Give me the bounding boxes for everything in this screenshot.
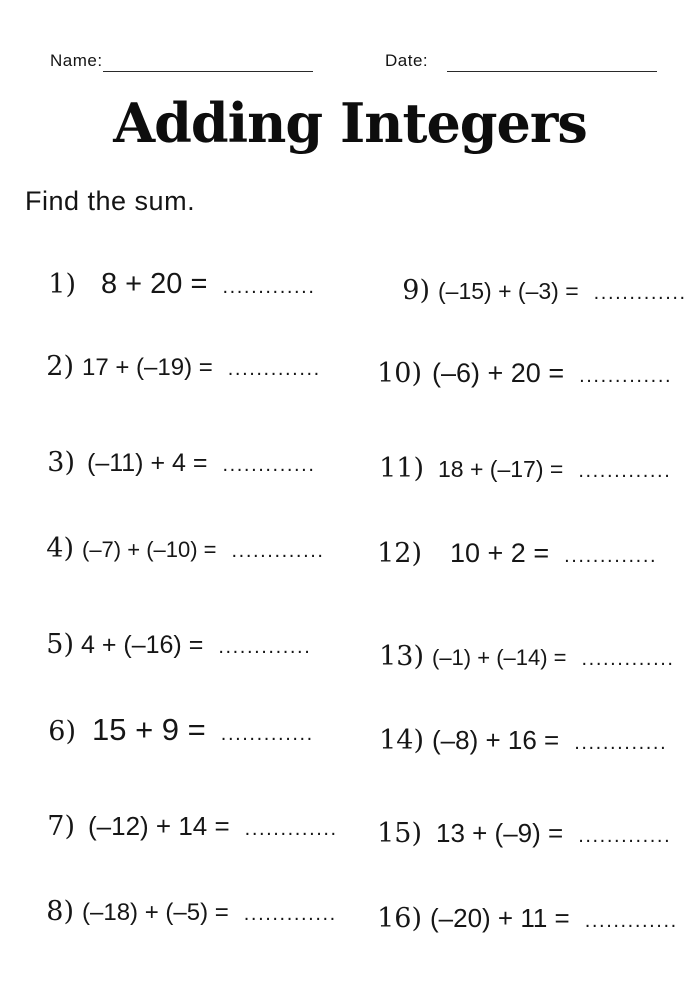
problem-number: 9) [402, 275, 430, 306]
answer-blank: ............. [244, 818, 338, 840]
problem-row [380, 277, 687, 304]
problem-expression: (–1) + (–14) = [432, 645, 567, 670]
problem-expression: 8 + 20 = [101, 268, 208, 300]
answer-blank: ............. [227, 358, 321, 380]
problem-row [374, 643, 675, 670]
problem-row [372, 905, 678, 932]
problem-expression: (–8) + 16 = [432, 725, 560, 755]
problem-number: 14) [379, 725, 424, 756]
problem-number: 16) [377, 903, 422, 934]
answer-blank: ............. [581, 648, 675, 670]
problem-number: 10) [377, 358, 422, 389]
problem-number: 8) [46, 896, 74, 927]
answer-blank: ............. [222, 276, 316, 298]
instruction-text: Find the sum. [25, 186, 196, 216]
answer-blank: ............. [231, 540, 325, 562]
problem-number: 3) [47, 447, 75, 478]
problem-expression: (–7) + (–10) = [82, 537, 217, 562]
name-label: Name: [50, 51, 103, 70]
answer-blank: ............. [574, 732, 668, 754]
answer-blank: ............. [222, 454, 316, 476]
problem-row [372, 540, 657, 567]
date-blank-line [447, 51, 657, 72]
answer-blank: ............. [593, 282, 687, 304]
page-title: Adding Integers [113, 91, 587, 155]
problem-row [44, 631, 311, 658]
answer-blank: ............. [218, 636, 312, 658]
answer-blank: ............. [579, 365, 673, 387]
name-blank-line [103, 51, 313, 72]
answer-blank: ............. [578, 460, 672, 482]
problem-row [372, 360, 672, 387]
problem-expression: 18 + (–17) = [438, 456, 564, 482]
problem-expression: 4 + (–16) = [81, 631, 204, 659]
problem-number: 11) [379, 453, 424, 484]
answer-blank: ............. [584, 910, 678, 932]
problem-number: 12) [377, 538, 422, 569]
answer-blank: ............. [220, 723, 314, 745]
problem-expression: 17 + (–19) = [82, 354, 213, 381]
problem-number: 2) [46, 351, 74, 382]
problem-row [44, 535, 325, 562]
answer-blank: ............. [243, 903, 337, 925]
problem-number: 13) [379, 641, 424, 672]
problem-expression: (–20) + 11 = [430, 903, 570, 933]
problem-number: 6) [48, 716, 76, 747]
problem-row [374, 727, 667, 754]
problem-row [45, 813, 338, 840]
problem-expression: 13 + (–9) = [436, 818, 564, 848]
problem-number: 15) [377, 818, 422, 849]
problem-number: 5) [46, 629, 74, 660]
problem-expression: (–11) + 4 = [87, 449, 208, 477]
problem-row [46, 270, 315, 299]
problem-row [45, 449, 316, 476]
problem-number: 7) [47, 811, 75, 842]
answer-blank: ............. [564, 545, 658, 567]
problem-row [46, 714, 314, 745]
problem-expression: 10 + 2 = [450, 538, 550, 568]
problem-number: 4) [46, 533, 74, 564]
problem-row [44, 898, 337, 925]
problem-number: 1) [48, 269, 76, 300]
problem-expression: 15 + 9 = [92, 712, 206, 747]
answer-blank: ............. [578, 825, 672, 847]
problem-expression: (–6) + 20 = [432, 358, 565, 388]
problem-expression: (–15) + (–3) = [438, 278, 579, 304]
problem-expression: (–12) + 14 = [88, 811, 230, 841]
problem-row [374, 455, 671, 482]
problem-row [372, 820, 671, 847]
problem-expression: (–18) + (–5) = [82, 899, 229, 926]
date-label: Date: [385, 51, 429, 70]
problem-row [44, 353, 321, 380]
